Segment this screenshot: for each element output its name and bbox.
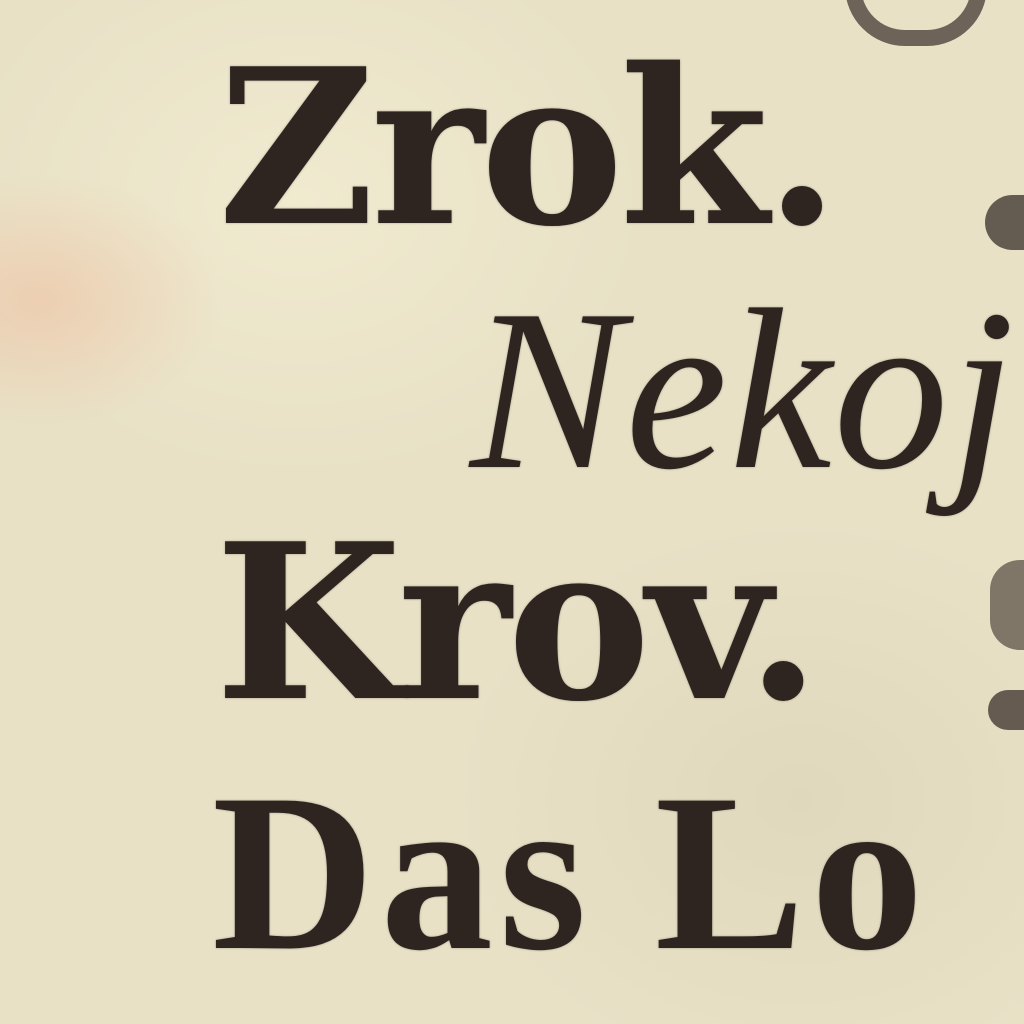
cropped-glyph-fragment-right-2 <box>990 560 1024 650</box>
cropped-glyph-fragment-top <box>845 0 987 46</box>
cropped-glyph-fragment-right-3 <box>988 690 1024 730</box>
entry-german-das-lo: Das Lo <box>212 747 930 997</box>
entry-word-zrok: Zrok. <box>218 21 836 274</box>
entry-word-krov: Krov. <box>215 496 817 749</box>
cropped-glyph-fragment-right-1 <box>985 195 1024 250</box>
entry-translation-nekoj: Nekoj <box>470 262 1017 517</box>
